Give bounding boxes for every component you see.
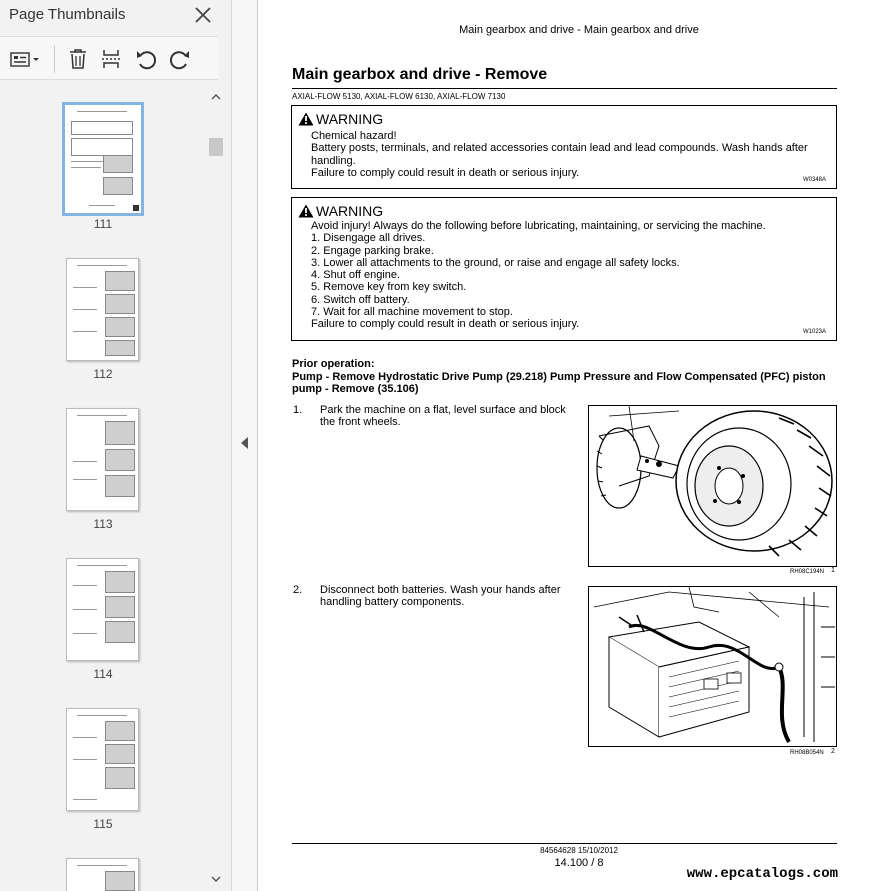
thumbnail-page-112[interactable]	[0, 258, 206, 408]
thumbnail-page-number: 114	[93, 667, 113, 681]
thumbnail-scrollbar[interactable]	[207, 88, 225, 891]
warning-body: Avoid injury! Always do the following before lubricating, maintaining, or servicing the machine. 1. Disengage all drives. 2. Engage parking brake. 3. Lower all attachments to the ground, or raise and engage all safety locks. 4. Shut off engine. 5. Remove key from key switch. 6. Switch off battery. 7. Wait for all machine movement to stop. Failure to comply could result in death or serious injury.	[311, 220, 766, 331]
warning-heading-text: WARNING	[316, 203, 384, 219]
page-header: Main gearbox and drive - Main gearbox and drive	[459, 24, 699, 36]
figure-code: RH08C194N	[790, 569, 825, 575]
prior-operation-label: Prior operation:	[292, 358, 375, 370]
figure-number: 1	[831, 567, 835, 574]
document-page	[258, 0, 888, 891]
insert-pages-icon[interactable]	[99, 47, 123, 71]
thumbnail-page-number: 112	[93, 367, 113, 381]
footer-page-number: 14.100 / 8	[554, 857, 604, 869]
thumbnail-page-number: 113	[93, 517, 113, 531]
footer-rule	[292, 843, 837, 844]
figure-wheel-illustration	[588, 405, 837, 567]
toolbar-separator	[54, 45, 55, 73]
scroll-down-arrow-icon[interactable]	[210, 872, 222, 884]
thumbnail-page-111[interactable]	[0, 106, 206, 256]
warning-body: Chemical hazard! Battery posts, terminals, and related accessories contain lead and lead compounds. Wash hands after handling. Failure to comply could result in death or serious injury.	[311, 130, 808, 179]
warning-code: W1023A	[802, 329, 826, 335]
title-rule	[292, 88, 837, 89]
warning-heading	[298, 111, 383, 127]
step-number: 2.	[293, 584, 303, 596]
watermark: www.epcatalogs.com	[686, 866, 838, 882]
collapse-panel-arrow-icon[interactable]	[232, 432, 258, 454]
thumbnail-list	[0, 88, 206, 891]
warning-box-chemical	[291, 105, 837, 189]
warning-triangle-icon	[298, 204, 314, 218]
scroll-up-arrow-icon[interactable]	[210, 90, 222, 102]
warning-triangle-icon	[298, 112, 314, 126]
thumbnail-image	[66, 408, 139, 511]
rotate-counterclockwise-icon[interactable]	[134, 47, 158, 71]
warning-code: W0348A	[802, 177, 826, 183]
thumbnail-image	[66, 708, 139, 811]
trash-icon[interactable]	[66, 47, 90, 71]
step-text: Disconnect both batteries. Wash your hands after handling battery components.	[320, 584, 561, 608]
page-title: Main gearbox and drive - Remove	[292, 66, 548, 83]
thumbnail-page-number: 115	[93, 817, 113, 831]
thumbnail-page-number: 111	[93, 217, 113, 231]
thumbnail-image	[66, 258, 139, 361]
thumbnail-page-next[interactable]	[0, 858, 206, 891]
panel-splitter[interactable]	[232, 0, 258, 891]
prior-operation-text: Pump - Remove Hydrostatic Drive Pump (29.218) Pump Pressure and Flow Compensated (PFC) piston pump - Remove (35.106)	[292, 371, 826, 395]
scrollbar-thumb[interactable]	[209, 138, 223, 156]
thumbnail-page-113[interactable]	[0, 408, 206, 558]
step-text: Park the machine on a flat, level surface and block the front wheels.	[320, 404, 566, 428]
thumbnail-image	[66, 558, 139, 661]
panel-title: Page Thumbnails	[9, 6, 126, 23]
thumbnail-image	[66, 858, 139, 891]
close-icon[interactable]	[192, 4, 214, 26]
thumbnail-page-114[interactable]	[0, 558, 206, 708]
figure-number: 2	[831, 748, 835, 755]
page-thumbnails-panel	[0, 0, 232, 891]
warning-box-avoid-injury	[291, 197, 837, 341]
warning-heading-text: WARNING	[316, 111, 384, 127]
figure-battery-illustration	[588, 586, 837, 747]
footer-document-id: 84564628 15/10/2012	[540, 846, 618, 855]
thumbnail-image	[62, 102, 144, 216]
thumbnail-options-icon[interactable]	[8, 47, 42, 71]
thumbnail-page-115[interactable]	[0, 708, 206, 858]
warning-heading	[298, 203, 383, 219]
thumbnail-toolbar	[0, 36, 218, 80]
step-number: 1.	[293, 404, 303, 416]
rotate-clockwise-icon[interactable]	[168, 47, 192, 71]
figure-code: RH08B054N	[790, 750, 824, 756]
models-line: AXIAL-FLOW 5130, AXIAL-FLOW 6130, AXIAL-FLOW 7130	[292, 92, 506, 101]
